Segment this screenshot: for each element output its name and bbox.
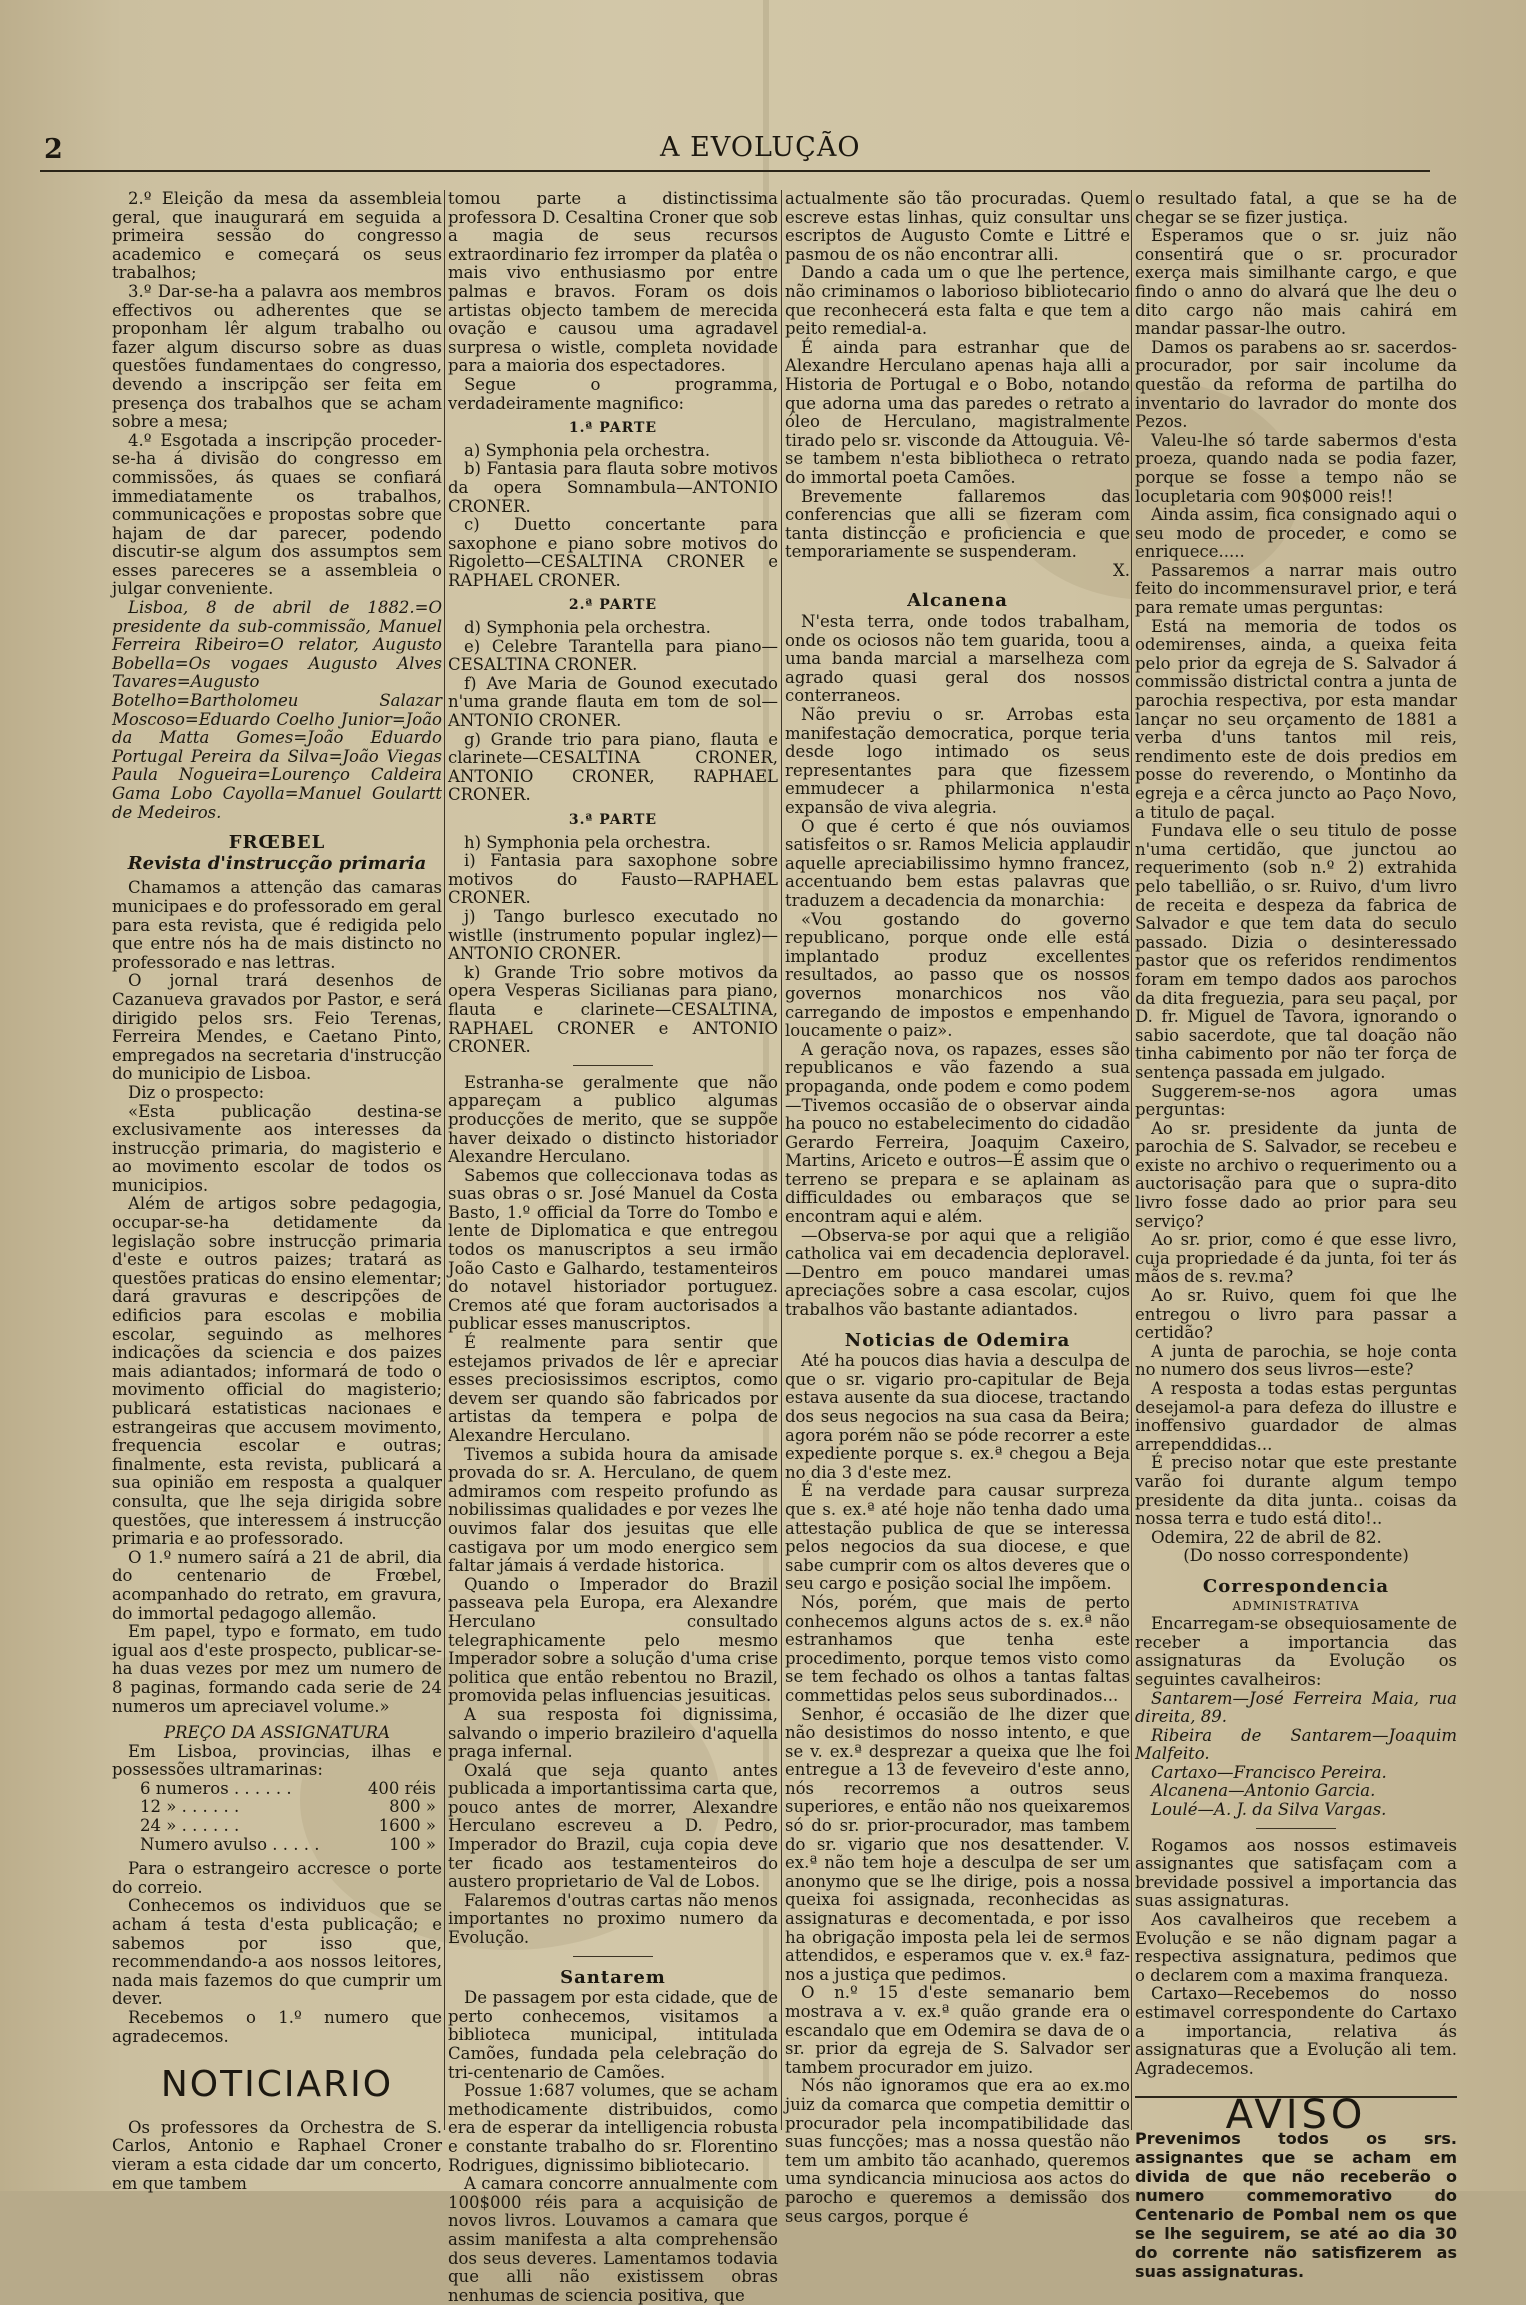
paragraph: Ao sr. prior, como é que esse livro, cuja propriedade é da junta, foi ter ás mãos de s. rev.ma? — [1135, 1230, 1457, 1287]
paragraph: Até ha poucos dias havia a desculpa de que o sr. vigario pro-capitular de Beja estava ausente da sua diocese, tractando dos seus negocios na sua casa da Beira; agora porém não se póde recorrer a este expediente porque s. ex.ª chegou a Beja no dia 3 d'este mez. — [785, 1351, 1130, 1482]
section-title-santarem: Santarem — [560, 1966, 666, 1988]
signatures: Lisboa, 8 de abril de 1882.=O presidente da sub-commissão, Manuel Ferreira Ribeiro=O relator, Augusto Bobella=Os vogaes Augusto Alves Tavares=Augusto Botelho=Bartholomeu Salazar Moscoso=Eduardo Coelho Junior=João da Matta Gomes=João Eduardo Portugal Pereira da Silva=João Viegas Paula Nogueira=Lourenço Caldeira Gama Lobo Cayolla=Manuel Goulartt de Medeiros. — [112, 598, 442, 822]
section-subtitle-administrativa: ADMINISTRATIVA — [1232, 1598, 1360, 1613]
paragraph: —Observa-se por aqui que a religião catholica vai em decadencia deploravel.—Dentro em pouco mandarei umas apreciações sobre a casa escolar, cujos trabalhos vão bastante adiantados. — [785, 1225, 1130, 1320]
paragraph: Tivemos a subida houra da amisade provada do sr. A. Herculano, de quem admiramos com respeito profundo as nobilissimas qualidades e por vezes lhe ouvimos falar dos jesuitas que elle castigava por um modo energico sem faltar jámais á verdade historica. — [448, 1444, 778, 1576]
paragraph: Os professores da Orchestra de S. Carlos, Antonio e Raphael Croner vieram a esta cidade dar um concerto, em que tambem — [112, 2117, 442, 2193]
paragraph: Encarregam-se obsequiosamente de receber a importancia das assignaturas da Evolução os seguintes cavalheiros: — [1135, 1614, 1457, 1689]
paragraph: Nós não ignoramos que era ao ex.mo juiz da comarca que competia demittir o procurador pela incompatibilidade das suas funcções; mas a nossa questão não tem um ambito tão acanhado, queremos uma syndicancia minuciosa aos actos do parocho e queremos a demissão dos seus cargos, porque é — [785, 2076, 1130, 2226]
price-label: 12 » . . . . . . — [140, 1797, 240, 1817]
price-value: 800 » — [389, 1797, 436, 1817]
paragraph: É preciso notar que este prestante varão foi durante algum tempo presidente da dita junta.. coisas da nossa terra e tudo está dito!.. — [1135, 1453, 1457, 1529]
paragraph: Ainda assim, fica consignado aqui o seu modo de proceder, e como se enriquece..... — [1135, 505, 1457, 562]
price-row — [112, 1780, 442, 1799]
paragraph: 3.º Dar-se-ha a palavra aos membros effectivos ou adherentes que se proponham lêr algum trabalho ou fazer algum discurso sobre as duas questões fundamentaes do congresso, devendo a inscripção ser feita em presença dos trabalhos que se acham sobre a mesa; — [112, 281, 442, 432]
list-item: Loulé—A. J. da Silva Vargas. — [1151, 1800, 1387, 1820]
price-row — [112, 1817, 442, 1836]
paragraph: Recebemos o 1.º numero que agradecemos. — [112, 2008, 442, 2046]
price-row — [112, 1798, 442, 1817]
price-row — [112, 1836, 442, 1855]
list-item: Ribeira de Santarem—Joaquim Malfeito. — [1135, 1725, 1457, 1764]
programme-item: e) Celebre Tarantella para piano—CESALTINA CRONER. — [448, 636, 778, 675]
price-value: 400 réis — [367, 1778, 436, 1798]
paragraph: Diz o prospecto: — [128, 1082, 265, 1102]
section-title-noticiario: NOTICIARIO — [160, 2064, 394, 2106]
paragraph: Dando a cada um o que lhe pertence, não criminamos o laborioso bibliotecario que reconhecerá esta falta e que tem a peito remedial-a. — [785, 263, 1130, 339]
programme-item: k) Grande Trio sobre motivos da opera Vesperas Sicilianas para piano, flauta e clarinete—CESALTINA, RAPHAEL CRONER e ANTONIO CRONER. — [448, 962, 778, 1057]
programme-item: h) Symphonia pela orchestra. — [464, 832, 711, 852]
masthead — [40, 124, 1440, 172]
column-1 — [112, 189, 442, 2193]
paragraph: Valeu-lhe só tarde sabermos d'esta proeza, quando nada se podia fazer, porque se fosse a tempo não se locupletaria com 90$000 reis!! — [1135, 430, 1457, 506]
list-item: Alcanena—Antonio Garcia. — [1151, 1781, 1376, 1801]
programme-item: b) Fantasia para flauta sobre motivos da opera Somnambula—ANTONIO CRONER. — [448, 459, 778, 516]
aviso-title: AVISO — [1135, 2096, 1457, 2125]
paragraph: Chamamos a attenção das camaras municipaes e do professorado em geral para esta revista, que é redigida pelo que entre nós ha de mais distincto no professorado e nas lettras. — [112, 878, 442, 972]
paragraph: Damos os parabens ao sr. sacerdos-procurador, por sair incolume da questão da reforma de partilha do inventario do lavrador do monte dos Pezos. — [1135, 337, 1457, 432]
paragraph: Suggerem-se-nos agora umas perguntas: — [1135, 1081, 1457, 1120]
price-intro: Em Lisboa, provincias, ilhas e possessões ultramarinas: — [112, 1741, 442, 1780]
signature: (Do nosso correspondente) — [1183, 1546, 1409, 1566]
paragraph: actualmente são tão procuradas. Quem escreve estas linhas, quiz consultar uns escriptos de Augusto Comte e Littré e pasmou de os não encontrar alli. — [785, 189, 1130, 264]
paragraph: Além de artigos sobre pedagogia, occupar-se-ha detidamente da legislação sobre instrucção primaria d'este e outros paizes; tratará as questões praticas do ensino elementar; dará gravuras e descripções de edificios para escolas e mobilia escolar, seguindo as melhores indicações da sciencia e dos paizes mais adiantados; informará de todo o movimento official do magisterio; publicará estatisticas nacionaes e estrangeiras que accusem movimento, frequencia escolar e outras; finalmente, esta revista, publicará a sua opinião em resposta a qualquer consulta, que lhe seja dirigida sobre questões, que interessem á instrucção primaria e ao professorado. — [112, 1194, 442, 1549]
price-value: 1600 » — [378, 1816, 436, 1836]
separator — [1256, 1828, 1336, 1829]
paragraph: A sua resposta foi dignissima, salvando o imperio brazileiro d'aquella praga infernal. — [448, 1704, 778, 1762]
paragraph: É na verdade para causar surpreza que s. ex.ª até hoje não tenha dado uma attestação publica de que se interessa pelos negocios da sua diocese, e que sabe cumprir com os altos deveres que o seu cargo e posição social lhe impõem. — [785, 1481, 1130, 1594]
paragraph: 2.º Eleição da mesa da assembleia geral, que inaugurará em seguida a primeira sessão do congresso academico e começará os seus trabalhos; — [112, 189, 442, 283]
paragraph: A geração nova, os rapazes, esses são republicanos e vão fazendo a sua propaganda, onde podem e como podem—Tivemos occasião de o observar ainda ha pouco no estabelecimento do cidadão Gerardo Ferreira, Joaquim Caxeiro, Martins, Ariceto e outros—É assim que o terreno se prepara e se aplainam as difficuldades ou embaraços que se encontram aqui e além. — [785, 1039, 1130, 1227]
paragraph: «Vou gostando do governo republicano, porque onde elle está implantado produz excellentes resultados, ao passo que os nossos governos monarchicos nos vão carregando de impostos e empenhando loucamente o paiz». — [785, 909, 1130, 1041]
paragraph: A resposta a todas estas perguntas desejamol-a para defeza do illustre e inoffensivo guardador de almas arrependdidas... — [1135, 1379, 1457, 1454]
paragraph: Passaremos a narrar mais outro feito do incommensuravel prior, e terá para remate umas perguntas: — [1135, 560, 1457, 618]
section-title-odemira: Noticias de Odemira — [844, 1329, 1071, 1351]
paragraph: Não previu o sr. Arrobas esta manifestação democratica, porque teria desde logo intimado os seus representantes para que fizessem emmudecer a philarmonica n'esta expansão de viva alegria. — [785, 705, 1130, 817]
newspaper-title: A EVOLUÇÃO — [660, 132, 861, 163]
paragraph: Possue 1:687 volumes, que se acham methodicamente distribuidos, como era de esperar da intelligencia robusta e constante trabalho do sr. Florentino Rodrigues, dignissimo bibliotecario. — [448, 2081, 778, 2175]
paragraph: Nós, porém, que mais de perto conhecemos alguns actos de s. ex.ª não estranhamos que tenha este procedimento, porque temos visto como se tem fechado os olhos a tantas faltas commettidas pelos seus subordinados... — [785, 1592, 1130, 1705]
programme-part-title: 1.ª PARTE — [568, 420, 658, 437]
programme-item: d) Symphonia pela orchestra. — [464, 618, 711, 638]
paragraph: A junta de parochia, se hoje conta no numero dos seus livros—este? — [1135, 1341, 1457, 1380]
paragraph: A camara concorre annualmente com 100$000 réis para a acquisição de novos livros. Louvamos a camara que assim manifesta a alta comprehensão dos seus deveres. Lamentamos todavia que alli não existissem obras nenhumas de sciencia positiva, que — [448, 2174, 778, 2305]
separator — [573, 1065, 653, 1066]
list-item: Cartaxo—Francisco Pereira. — [1151, 1762, 1387, 1782]
paragraph: Para o estrangeiro accresce o porte do correio. — [112, 1859, 442, 1897]
paragraph: O n.º 15 d'este semanario bem mostrava a v. ex.ª quão grande era o escandalo que em Odemira se dava de o sr. prior da egreja de S. Salvador ser tambem procurador em juizo. — [785, 1983, 1130, 2077]
paragraph: Falaremos d'outras cartas não menos importantes no proximo numero da Evolução. — [448, 1890, 778, 1948]
column-rule — [781, 190, 782, 2130]
column-2 — [448, 189, 778, 2305]
section-title-alcanena: Alcanena — [907, 590, 1008, 612]
header-rule — [40, 170, 1430, 172]
paragraph: O 1.º numero saírá a 21 de abril, dia do centenario de Frœbel, acompanhado do retrato, em gravura, do immortal pedagogo allemão. — [112, 1547, 442, 1623]
paragraph: O jornal trará desenhos de Cazanueva gravados por Pastor, e será dirigido pelos srs. Feio Terenas, Ferreira Mendes, e Caetano Pinto, empregados na secretaria d'instrucção do municipio de Lisboa. — [112, 971, 442, 1084]
programme-item: g) Grande trio para piano, flauta e clarinete—CESALTINA CRONER, ANTONIO CRONER, RAPHAEL CRONER. — [448, 729, 778, 805]
programme-part-title: 3.ª PARTE — [568, 812, 658, 828]
programme-item: a) Symphonia pela orchestra. — [464, 440, 711, 460]
column-3 — [785, 189, 1130, 2226]
paragraph: Aos cavalheiros que recebem a Evolução e se não dignam pagar a respectiva assignatura, pedimos que o declarem com a maxima franqueza. — [1135, 1910, 1457, 1985]
page-number: 2 — [44, 134, 63, 165]
section-subtitle-froebel: Revista d'instrucção primaria — [127, 852, 427, 874]
paragraph: Conhecemos os individuos que se acham á testa d'esta publicação; e sabemos por isso que, recommendando-a aos nossos leitores, nada mais fazemos do que cumprir um dever. — [112, 1896, 442, 2009]
programme-item: c) Duetto concertante para saxophone e piano sobre motivos do Rigoletto—CESALTINA CRONER e RAPHAEL CRONER. — [448, 515, 778, 590]
separator — [573, 1956, 653, 1957]
paragraph: De passagem por esta cidade, que de perto conhecemos, visitamos a biblioteca municipal, intitulada Camões, fundada pela celebração do tri-centenario de Camões. — [448, 1988, 778, 2082]
section-title-correspondencia: Correspondencia — [1202, 1575, 1390, 1597]
dateline: Odemira, 22 de abril de 82. — [1151, 1527, 1382, 1547]
paragraph: o resultado fatal, a que se ha de chegar se se fizer justiça. — [1135, 189, 1457, 227]
paragraph: Em papel, typo e formato, em tudo igual aos d'este prospecto, publicar-se-ha duas vezes por mez um numero de 8 paginas, formando cada serie de 24 numeros um apreciavel volume.» — [112, 1622, 442, 1716]
paragraph: O que é certo é que nós ouviamos satisfeitos o sr. Ramos Melicia applaudir aquelle apreciabilissimo hymno francez, accentuando bem estas palavras que traduzem a decadencia da monarchia: — [785, 816, 1130, 910]
price-label: Numero avulso . . . . . — [140, 1834, 320, 1854]
list-item: Santarem—José Ferreira Maia, rua direita, 89. — [1135, 1688, 1457, 1727]
paragraph: É realmente para sentir que estejamos privados de lêr e apreciar esses preciosissimos escriptos, como devem ser quando são fabricados por artistas da tempera e polpa de Alexandre Herculano. — [448, 1333, 778, 1445]
paragraph: Oxalá que seja quanto antes publicada a importantissima carta que, pouco antes de morrer, Alexandre Herculano escreveu a D. Pedro, Imperador do Brazil, cuja copia deve ter ficado aos testamenteiros do austero proprietario de Val de Lobos. — [448, 1760, 778, 1892]
paragraph: Rogamos aos nossos estimaveis assignantes que satisfaçam com a brevidade possivel a importancia das suas assignaturas. — [1135, 1835, 1457, 1911]
paragraph: Cartaxo—Recebemos do nosso estimavel correspondente do Cartaxo a importancia, relativa ás assignaturas que a Evolução ali tem. Agradecemos. — [1135, 1984, 1457, 2078]
programme-item: j) Tango burlesco executado no wistlle (instrumento popular inglez)—ANTONIO CRONER. — [448, 906, 778, 964]
paragraph: Ao sr. Ruivo, quem foi que lhe entregou o livro para passar a certidão? — [1135, 1286, 1457, 1343]
programme-item: i) Fantasia para saxophone sobre motivos do Fausto—RAPHAEL CRONER. — [448, 851, 778, 908]
paragraph: tomou parte a distinctissima professora D. Cesaltina Croner que sob a magia de seus recursos extraordinario fez irromper da platêa o mais vivo enthusiasmo por entre palmas e bravos. Foram os dois artistas objecto tambem de merecida ovação e causou uma agradavel surpresa o wistle, completa novidade para a maioria dos espectadores. — [448, 189, 778, 376]
paragraph: N'esta terra, onde todos trabalham, onde os ociosos não tem guarida, toou a uma banda marcial a marselheza com agrado quasi geral dos nossos conterraneos. — [785, 612, 1130, 706]
paragraph: É ainda para estranhar que de Alexandre Herculano apenas haja alli a Historia de Portugal e o Bobo, notando que adorna uma das paredes o retrato a óleo de Herculano, magistralmente tirado pelo sr. visconde da Attouguia. Vê-se tambem n'esta bibliotheca o retrato do immortal poeta Camões. — [785, 337, 1130, 487]
price-title: PREÇO DA ASSIGNATURA — [164, 1723, 390, 1743]
price-label: 24 » . . . . . . — [140, 1816, 240, 1836]
paragraph: Ao sr. presidente da junta de parochia de S. Salvador, se recebeu e existe no archivo o requerimento ou a auctorisação para que o supra-dito livro fosse dado ao prior para seu serviço? — [1135, 1118, 1457, 1231]
section-title-froebel: FRŒBEL — [228, 832, 326, 854]
programme-part-title: 2.ª PARTE — [568, 597, 658, 614]
paragraph: Esperamos que o sr. juiz não consentirá que o sr. procurador exerça mais similhante cargo, e que findo o anno do alvará que lhe deu o dito cargo não mais cahirá em mandar passar-lhe outro. — [1135, 226, 1457, 339]
paragraph: 4.º Esgotada a inscripção proceder-se-ha á divisão do congresso em commissões, ás quaes se confiará immediatamente os trabalhos, communicações e propostas sobre que hajam de dar parecer, podendo discutir-se algum dos assumptos sem esses pareceres se a assembleia o julgar conveniente. — [112, 430, 442, 599]
paragraph: Brevemente fallaremos das conferencias que alli se fizeram com tanta distincção e proficiencia e que temporariamente se suspenderam. — [785, 486, 1130, 562]
paragraph: Está na memoria de todos os odemirenses, ainda, a queixa feita pelo prior da egreja de S. Salvador á commissão districtal contra a junta de parochia respectiva, por esta mandar lançar no seu orçamento de 1881 a verba d'uns tantos mil reis, rendimento este de dois predios em posse do reverendo, o Montinho da egreja e a cêrca juncto ao Paço Novo, a titulo de paçal. — [1135, 616, 1457, 822]
paragraph: Estranha-se geralmente que não appareçam a publico algumas producções de merito, que se suppõe haver deixado o distincto historiador Alexandre Herculano. — [448, 1072, 778, 1167]
signature: X. — [1113, 560, 1130, 580]
price-label: 6 numeros . . . . . . — [140, 1778, 292, 1798]
paragraph: Sabemos que colleccionava todas as suas obras o sr. José Manuel da Costa Basto, 1.º official da Torre do Tombo e lente de Diplomatica e que entregou todos os manuscriptos a seu irmão João Casto e Galhardo, testamenteiros do notavel historiador portuguez. Cremos até que foram auctorisados a publicar esses manuscriptos. — [448, 1165, 778, 1334]
paragraph: Segue o programma, verdadeiramente magnifico: — [448, 374, 778, 413]
paragraph: Quando o Imperador do Brazil passeava pela Europa, era Alexandre Herculano consultado telegraphicamente pelo mesmo Imperador sobre a solução d'uma crise politica que então rebentou no Brazil, promovida pelas influencias jesuiticas. — [448, 1574, 778, 1706]
price-value: 100 » — [389, 1834, 436, 1854]
paragraph: Fundava elle o seu titulo de posse n'uma certidão, que junctou ao requerimento (sob n.º 2) extrahida pelo tabellião, o sr. Ruivo, d'um livro de receita e despeza da fabrica de Salvador e que tem data do seculo passado. Dizia o desinteressado pastor que os referidos rendimentos foram em tempo dados aos parochos da dita freguezia, para seu paçal, por D. fr. Miguel de Tavora, ignorando o sabio sacerdote, que tal doação não tinha cabimento por não ter força de sentença passada em julgado. — [1135, 821, 1457, 1082]
programme-item: f) Ave Maria de Gounod executado n'uma grande flauta em tom de sol—ANTONIO CRONER. — [448, 673, 778, 731]
aviso-body: Prevenimos todos os srs. assignantes que se acham em divida de que não receberão o numero commemorativo do Centenario de Pombal nem os que se lhe seguirem, se até ao dia 30 do corrente não satisfizerem as suas assignaturas. — [1135, 2128, 1457, 2281]
paragraph: Senhor, é occasião de lhe dizer que não desistimos do nosso intento, e que se v. ex.ª desprezar a queixa que lhe foi entregue a 13 de feveveiro d'este anno, nós recorremos a outros seus superiores, e então não nos queixaremos só do sr. prior-procurador, mas tambem do sr. vigario que nos desattender. V. ex.ª não tem hoje a desculpa de ser um anonymo que se lhe dirige, pois a nossa queixa foi assignada, reconhecidas as assignaturas e decomentada, e por isso ha obrigação imposta pela lei de sermos attendidos, e esperamos que v. ex.ª faz-nos a justiça que pedimos. — [785, 1704, 1130, 1984]
column-4 — [1135, 189, 1457, 2281]
column-rule — [1131, 190, 1132, 2130]
paragraph: «Esta publicação destina-se exclusivamente aos interesses da instrucção primaria, do magisterio e ao movimento escolar de todos os municipios. — [112, 1101, 442, 1195]
column-rule — [444, 190, 445, 2130]
